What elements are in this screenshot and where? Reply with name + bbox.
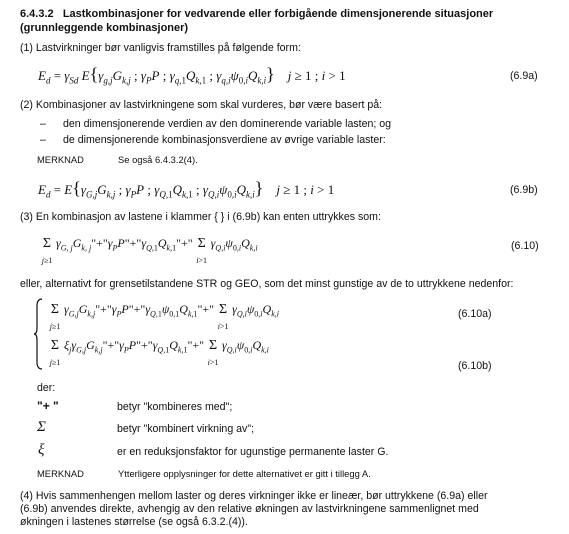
where-definition: er en reduksjonsfaktor for ugunstige permanente laster G.: [117, 446, 389, 458]
paragraph-5-line3: økningen i lastenes størrelse (se også 6.3.2.(4)).: [20, 516, 248, 528]
paragraph-3: (3) En kombinasjon av lastene i klammer { } i (6.9b) kan enten uttrykkes som:: [20, 211, 381, 223]
paragraph-5-line2: (6.9b) anvendes direkte, avhengig av den relative økningen av lastvirkningene sammenlignet med: [20, 503, 479, 515]
paragraph-2: (2) Kombinasjoner av lastvirkningene som skal vurderes, bør være basert på:: [20, 99, 383, 111]
note-text: Ytterligere opplysninger for dette alternativet er gitt i tillegg A.: [118, 468, 371, 479]
note-label: MERKNAD: [37, 154, 84, 165]
list-item-text: den dimensjonerende verdien av den dominerende variable lasten; og: [63, 118, 392, 130]
dash-bullet: –: [40, 118, 46, 130]
dash-bullet: –: [40, 134, 46, 146]
section-title-line2: (grunnleggende kombinasjoner): [20, 22, 189, 34]
list-item: [40, 134, 46, 146]
where-definition: betyr "kombineres med";: [117, 401, 233, 413]
paragraph-4: eller, alternativt for grensetilstandene STR og GEO, som det minst gunstige av de to uttrykkene nedenfor:: [20, 278, 514, 290]
where-label: der:: [37, 382, 56, 394]
equation-6-10: Σ $j\ge 1\gamma_{G, j}G_{k, j}"+"\gamma_PP"+"\gamma_{Q,1}Q_{k,1}"+$" Σ $i>1\gamma_{Q,i}\psi_{0,i}Q_{k,i}$: [41, 236, 258, 265]
where-definition: betyr "kombinert virkning av";: [117, 423, 255, 435]
note-label: MERKNAD: [37, 468, 84, 479]
equation-number-6-9a: (6.9a): [510, 70, 538, 82]
paragraph-1: (1) Lastvirkninger bør vanligvis framstilles på følgende form:: [20, 42, 301, 54]
list-item: [40, 118, 46, 130]
where-symbol: Σ: [37, 419, 46, 435]
equation-6-9a: $E_d = \gamma_{Sd}$ $E\{\gamma_{g,j}G_{k,j}$ ; $\gamma_PP$ ; $\gamma_{q,1}Q_{k,1}$ ; $\gamma_{q,i}\psi_{0,i}Q_{k,i}$} j ≥ 1 ; i > 1: [38, 64, 346, 86]
list-item-text: de dimensjonerende kombinasjonsverdiene av øvrige variable laster:: [63, 134, 386, 146]
where-symbol: ξ: [38, 442, 45, 458]
equation-number-6-10b: (6.10b): [458, 360, 492, 372]
section-title-line1: Lastkombinasjoner for vedvarende eller forbigående dimensjonerende situasjoner: [62, 8, 494, 20]
equation-6-9b: $E_d = E\{\gamma_{G,j}G_{k,j}$ ; $\gamma_PP$ ; $\gamma_{Q,1}Q_{k,1}$ ; $\gamma_{Q,i}\psi_{0,i}Q_{k,i}$} j ≥ 1 ; i > 1: [38, 178, 335, 200]
paragraph-5-line1: (4) Hvis sammenhengen mellom laster og deres virkninger ikke er lineær, bør uttrykkene (6.9a) eller: [20, 490, 488, 502]
equation-number-6-10a: (6.10a): [458, 308, 492, 320]
section-number: 6.4.3.2: [20, 8, 54, 20]
equation-6-10b: Σ $j\ge 1\xi_j\gamma_{G,j}G_{k,j}"+"\gamma_PP"+"\gamma_{Q,1}Q_{k,1}"+$" Σ $i>1\gamma_{Q,i}\psi_{0,i}Q_{k,i}$: [49, 338, 269, 367]
note-text: Se også 6.4.3.2(4).: [118, 154, 198, 165]
equation-number-6-9b: (6.9b): [510, 184, 538, 196]
left-brace: [34, 298, 44, 375]
equation-number-6-10: (6.10): [511, 240, 539, 252]
equation-6-10a: Σ $j\ge 1\gamma_{G,j}G_{k,j}"+"\gamma_PP"+"\gamma_{Q,1}\psi_{0,1}Q_{k,1}"+$" Σ $i>1\gamma_{Q,i}\psi_{0,i}Q_{k,i}$: [49, 302, 279, 331]
where-symbol: "+ ": [37, 399, 59, 413]
section-heading: [20, 8, 493, 20]
